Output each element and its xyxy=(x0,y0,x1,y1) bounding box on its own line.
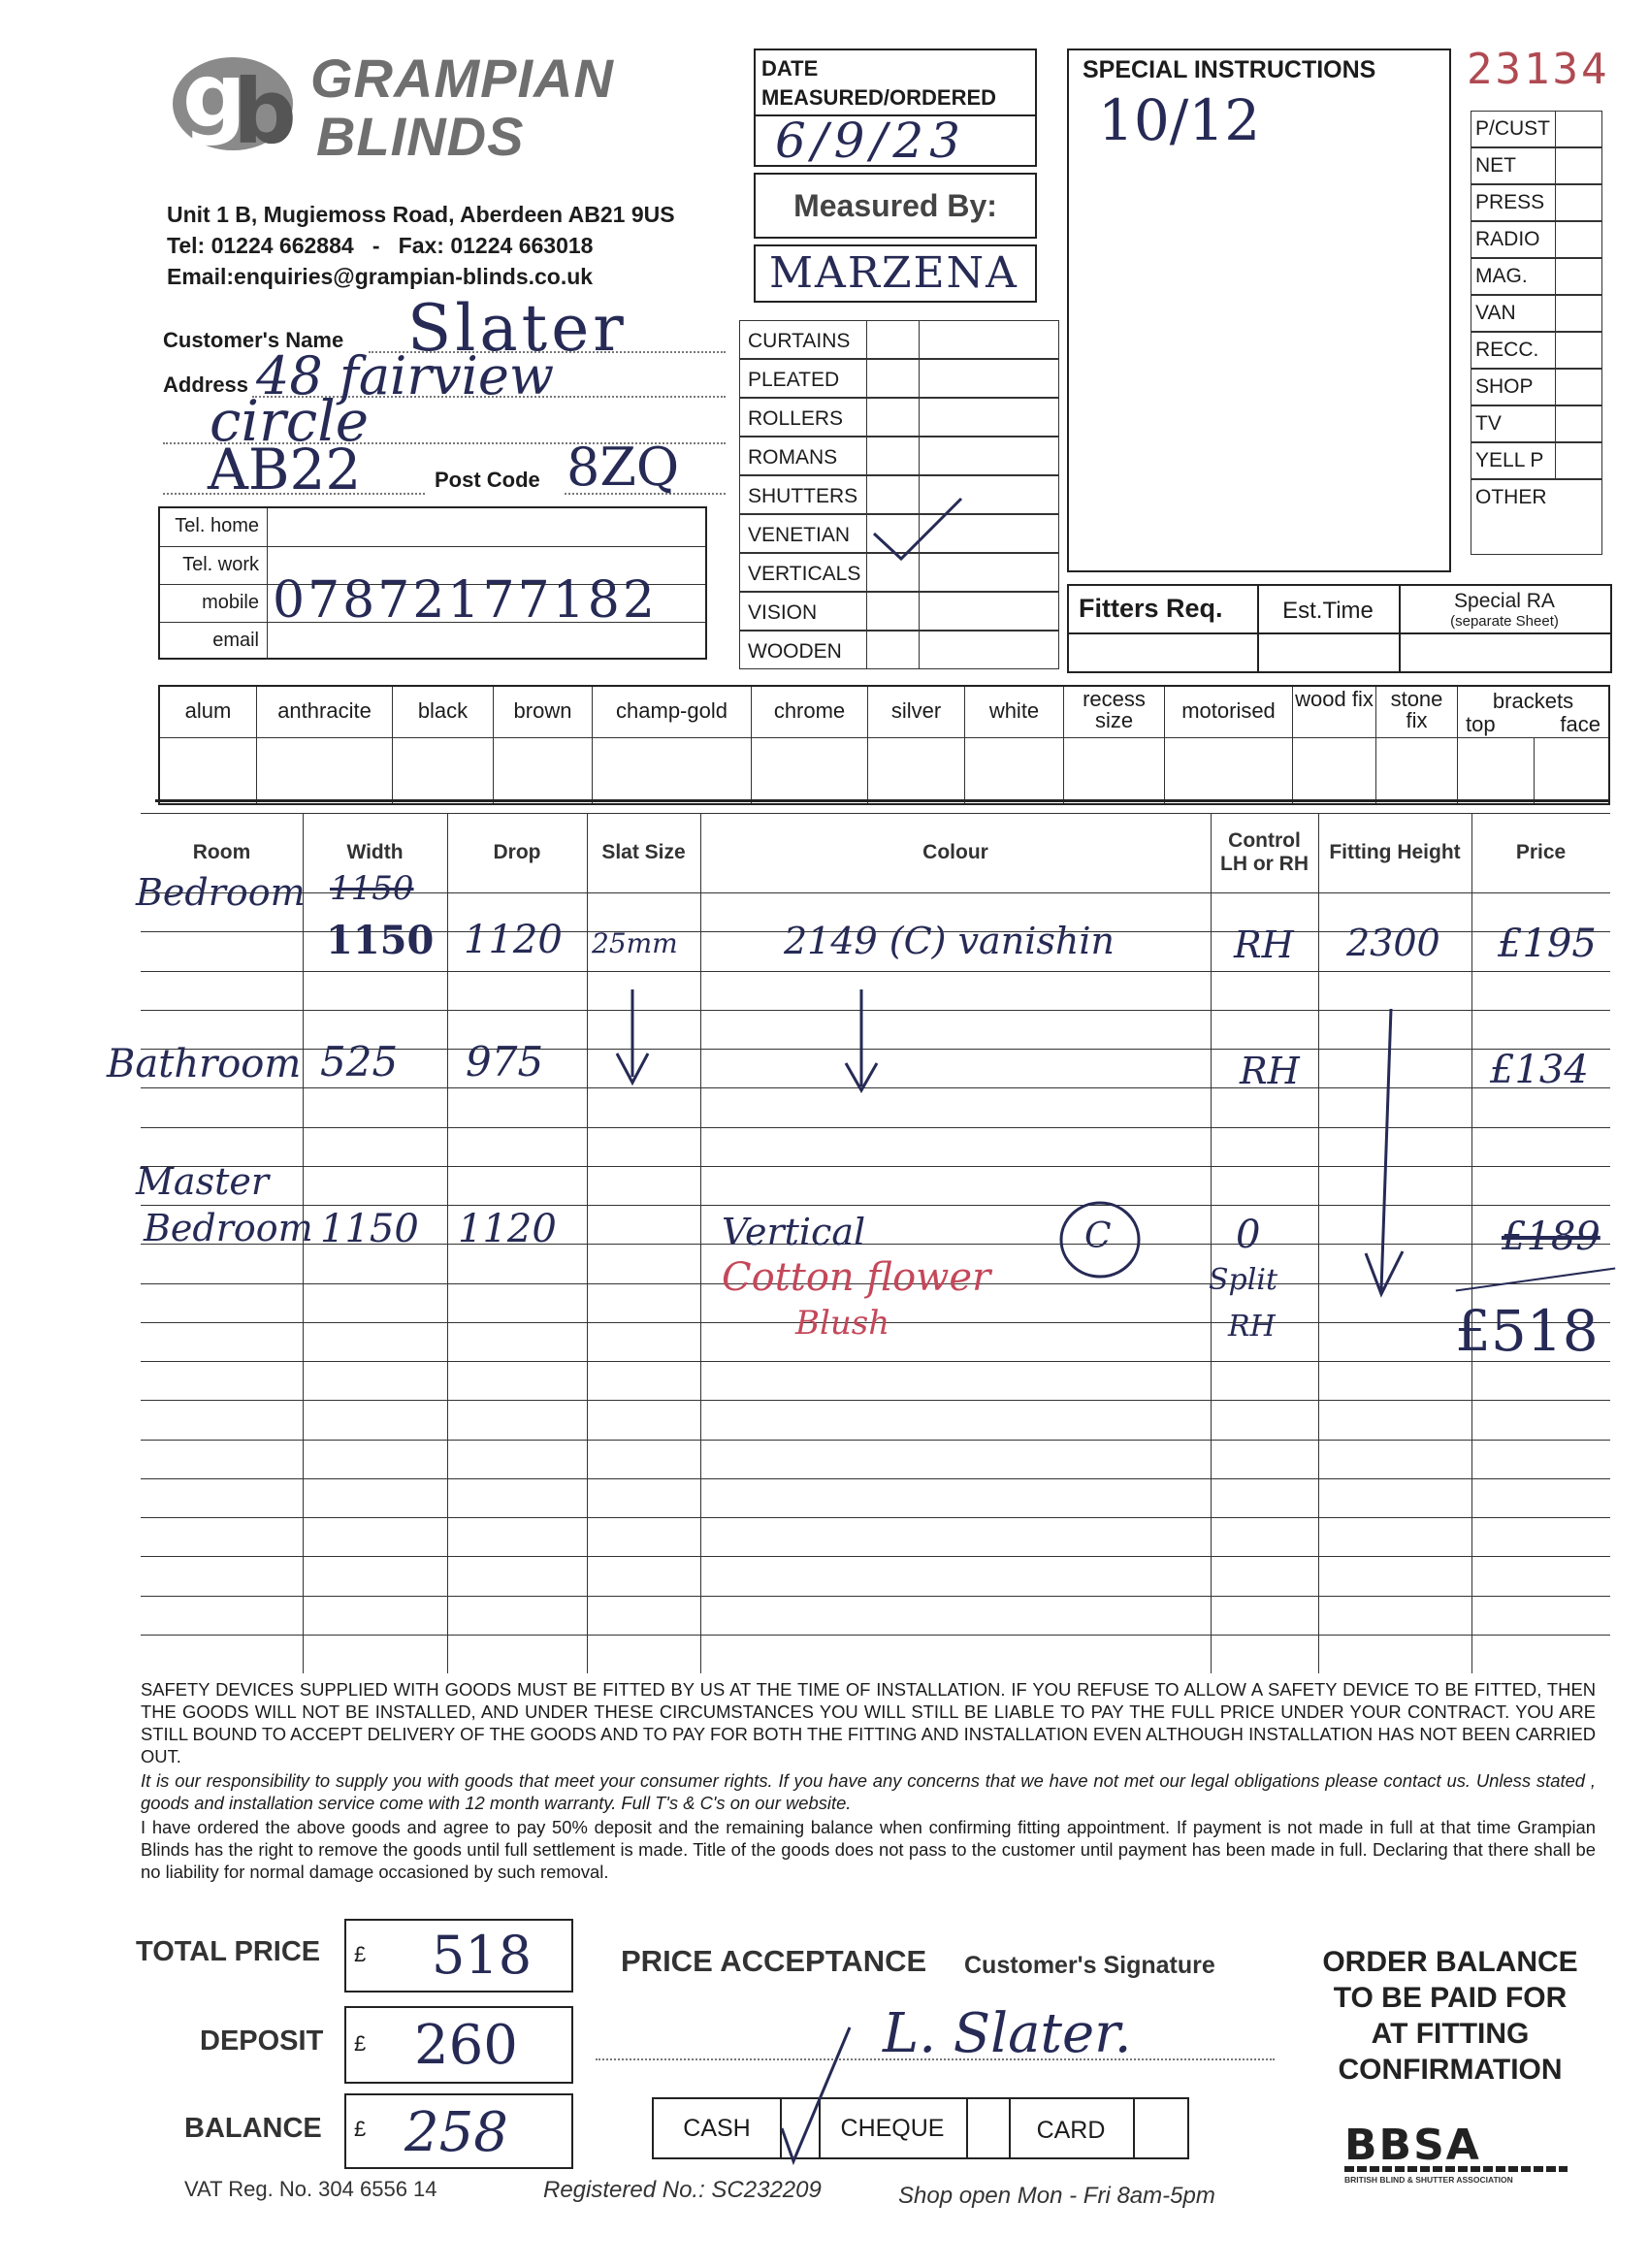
contact-value[interactable]: 07872177182 xyxy=(273,571,658,630)
source-option-label: OTHER xyxy=(1475,486,1547,508)
table-row xyxy=(141,1361,1610,1362)
deposit-box xyxy=(344,2006,573,2084)
svg-text:b: b xyxy=(233,60,297,157)
source-option[interactable] xyxy=(1471,258,1602,295)
source-option-label: YELL P xyxy=(1475,449,1544,471)
source-option-label: SHOP xyxy=(1475,375,1534,398)
bedroom-slat[interactable]: 25mm xyxy=(592,927,678,959)
customer-name-label: Customer's Name xyxy=(163,328,344,352)
column-header-label: Room xyxy=(192,841,251,863)
master-width[interactable]: 1150 xyxy=(320,1207,419,1251)
bathroom-drop[interactable]: 975 xyxy=(466,1038,544,1085)
column-header-label: Slat Size xyxy=(601,841,686,863)
brackets-top: top xyxy=(1466,712,1496,736)
option-label: silver xyxy=(890,698,942,723)
order-balance-line1: ORDER BALANCE xyxy=(1322,1946,1578,1978)
product-label: ROLLERS xyxy=(748,407,844,430)
table-row xyxy=(141,1087,1610,1088)
total-currency: £ xyxy=(354,1942,367,1966)
measured-by-label-box xyxy=(754,173,1037,239)
option-label: alum xyxy=(184,698,232,723)
source-option[interactable] xyxy=(1471,332,1602,369)
option-cell[interactable] xyxy=(1376,687,1458,803)
option-cell[interactable] xyxy=(593,687,752,803)
fitters-box xyxy=(1067,584,1612,673)
company-name-line1: GRAMPIAN xyxy=(310,48,614,109)
bedroom-width-crossed: 1150 xyxy=(330,869,414,908)
product-label: ROMANS xyxy=(748,446,838,469)
bedroom-drop[interactable]: 1120 xyxy=(464,918,563,962)
bbsa-caption: BRITISH BLIND & SHUTTER ASSOCIATION xyxy=(1344,2175,1513,2185)
column-header xyxy=(1318,813,1471,892)
column-header xyxy=(587,813,700,892)
contact-row xyxy=(160,508,705,546)
payment-method-box xyxy=(652,2097,1189,2159)
measured-by-value[interactable]: MARZENA xyxy=(769,248,1018,298)
cash-tick-icon xyxy=(766,2022,863,2167)
total-price-label: TOTAL PRICE xyxy=(136,1936,321,1967)
balance-box xyxy=(344,2093,573,2169)
balance-label: BALANCE xyxy=(184,2113,322,2144)
deposit-label: DEPOSIT xyxy=(200,2025,324,2057)
address-line1[interactable]: 48 fairview xyxy=(256,345,555,406)
company-name-line2: BLINDS xyxy=(316,106,525,167)
master-colour-line1[interactable]: Vertical xyxy=(722,1211,866,1253)
contact-label: mobile xyxy=(202,592,259,613)
table-row xyxy=(141,1635,1610,1636)
company-address: Unit 1 B, Mugiemoss Road, Aberdeen AB21 9US xyxy=(167,202,675,227)
master-room-line2[interactable]: Bedroom xyxy=(144,1207,313,1249)
product-label: PLEATED xyxy=(748,369,840,391)
option-label: champ-gold xyxy=(616,698,728,723)
option-label: wood fix xyxy=(1295,687,1374,711)
contact-row xyxy=(160,571,705,630)
customer-signature[interactable]: L. Slater. xyxy=(883,2002,1132,2065)
bbsa-logo-text: BBSA xyxy=(1344,2121,1481,2170)
source-option-label: RADIO xyxy=(1475,228,1540,250)
table-row xyxy=(141,1556,1610,1557)
table-row xyxy=(141,1127,1610,1128)
option-label: white xyxy=(988,698,1040,723)
master-circle-note: C xyxy=(1084,1216,1112,1256)
product-label: WOODEN xyxy=(748,640,842,663)
contact-row xyxy=(160,622,705,660)
bbsa-logo xyxy=(1344,2121,1568,2185)
company-email: Email:enquiries@grampian-blinds.co.uk xyxy=(167,264,594,289)
column-header-label: Drop xyxy=(493,841,541,863)
product-option[interactable] xyxy=(739,437,1059,475)
option-cell[interactable] xyxy=(1293,687,1376,803)
master-control-line1[interactable]: 0 xyxy=(1236,1213,1261,1257)
bedroom-room[interactable]: Bedroom xyxy=(136,871,306,914)
cash-option[interactable]: CASH xyxy=(683,2115,751,2142)
master-price[interactable]: £189 xyxy=(1502,1215,1600,1259)
date-box xyxy=(754,49,1037,167)
form-number: 23134 xyxy=(1467,45,1610,94)
master-colour-line2[interactable]: Cotton flower xyxy=(722,1255,991,1300)
special-ra-note: (separate Sheet) xyxy=(1450,613,1559,630)
master-control-line3[interactable]: RH xyxy=(1228,1310,1276,1344)
price-acceptance-label: PRICE ACCEPTANCE xyxy=(621,1944,927,1978)
option-cell[interactable] xyxy=(393,687,494,803)
vat-number: VAT Reg. No. 304 6556 14 xyxy=(184,2177,437,2201)
brackets-cell[interactable] xyxy=(1458,687,1608,803)
column-header-label: Width xyxy=(346,841,404,863)
contact-label: Tel. work xyxy=(182,554,259,575)
column-header-label: Fitting Height xyxy=(1329,841,1461,863)
special-instructions-box xyxy=(1067,49,1451,572)
source-option-label: VAN xyxy=(1475,302,1516,324)
column-header-label: Price xyxy=(1515,841,1567,863)
master-colour-line3[interactable]: Blush xyxy=(795,1304,890,1343)
product-option[interactable] xyxy=(739,398,1059,437)
deposit-value[interactable]: 260 xyxy=(414,2014,518,2077)
source-option-label: PRESS xyxy=(1475,191,1545,213)
table-row xyxy=(141,1478,1610,1479)
bedroom-height[interactable]: 2300 xyxy=(1346,922,1440,964)
option-label: chrome xyxy=(773,698,846,723)
product-label: VISION xyxy=(748,601,818,624)
product-label: SHUTTERS xyxy=(748,485,858,507)
date-label: DATE MEASURED/ORDERED xyxy=(761,56,997,110)
column-header xyxy=(700,813,1211,892)
special-instructions-label: SPECIAL INSTRUCTIONS xyxy=(1083,56,1376,83)
source-option-label: RECC. xyxy=(1475,339,1539,361)
column-header xyxy=(447,813,587,892)
postcode-label: Post Code xyxy=(435,468,540,492)
orders-grand-total[interactable]: £518 xyxy=(1455,1298,1599,1364)
option-label: anthracite xyxy=(277,698,372,723)
contact-label: email xyxy=(212,630,259,651)
total-price-box xyxy=(344,1919,573,1993)
fitters-req-label: Fitters Req. xyxy=(1079,594,1223,623)
option-cell[interactable] xyxy=(1165,687,1293,803)
order-balance-line3: AT FITTING xyxy=(1371,2018,1530,2050)
source-option-label: MAG. xyxy=(1475,265,1528,287)
address-line2[interactable]: circle xyxy=(210,388,370,454)
product-option[interactable] xyxy=(739,631,1059,669)
bedroom-colour[interactable]: 2149 (C) vanishin xyxy=(784,920,1115,962)
source-option-label: TV xyxy=(1475,412,1502,435)
bathroom-control[interactable]: RH xyxy=(1240,1050,1300,1092)
postcode-value[interactable]: 8ZQ xyxy=(566,437,680,498)
terms-block xyxy=(141,1678,1596,1883)
terms-safety: SAFETY DEVICES SUPPLIED WITH GOODS MUST BE FITTED BY US AT THE TIME OF INSTALLATION. IF YOU REFUSE TO ALLOW A SAFETY DEVICE TO BE FITTED, THEN THE GOODS WILL NOT BE INSTALLED, AND UNDER THESE CIRCUMSTANCES YOU WILL STILL BE LIABLE TO PAY THE FULL PRICE UNDER YOUR CONTRACT. YOU ARE STILL BOUND TO ACCEPT DELIVERY OF THE GOODS AND TO PAY FOR BOTH THE FITTING AND INSTALLATION EVEN ALTHOUGH INSTALLATION HAS NOT BEEN CARRIED OUT. xyxy=(141,1679,1596,1766)
brackets-label: brackets xyxy=(1492,689,1574,713)
product-label: CURTAINS xyxy=(748,330,851,352)
option-label: stone fix xyxy=(1390,687,1443,732)
source-option[interactable] xyxy=(1471,221,1602,258)
option-label: motorised xyxy=(1181,698,1276,723)
source-option[interactable] xyxy=(1471,111,1602,147)
product-option[interactable] xyxy=(739,592,1059,631)
product-label: VERTICALS xyxy=(748,563,861,585)
bedroom-control[interactable]: RH xyxy=(1234,923,1294,966)
venetian-tick xyxy=(868,489,965,570)
balance-value[interactable]: 258 xyxy=(404,2101,508,2164)
total-price-value[interactable]: 518 xyxy=(432,1925,533,1986)
brackets-face: face xyxy=(1560,712,1600,736)
column-header xyxy=(1471,813,1610,892)
bedroom-width[interactable]: 1150 xyxy=(326,918,435,963)
source-option[interactable] xyxy=(1471,147,1602,184)
column-header-label: Control LH or RH xyxy=(1220,829,1309,875)
order-balance-line4: CONFIRMATION xyxy=(1338,2054,1563,2086)
deposit-currency: £ xyxy=(354,2031,367,2056)
source-option[interactable] xyxy=(1471,369,1602,405)
option-cell[interactable] xyxy=(965,687,1064,803)
source-option[interactable] xyxy=(1471,295,1602,332)
source-option-label: NET xyxy=(1475,154,1516,177)
signature-label: Customer's Signature xyxy=(964,1952,1215,1979)
table-row xyxy=(141,1166,1610,1167)
option-label: brown xyxy=(513,698,572,723)
table-row xyxy=(141,1596,1610,1597)
table-row xyxy=(141,1010,1610,1011)
option-cell[interactable] xyxy=(160,687,257,803)
order-balance-notice xyxy=(1290,1944,1610,2088)
option-label: black xyxy=(417,698,469,723)
address-label: Address xyxy=(163,373,249,397)
table-row xyxy=(141,1205,1610,1206)
customer-name-value[interactable]: Slater xyxy=(407,291,628,366)
tick-mark-icon xyxy=(868,489,965,567)
option-cell[interactable] xyxy=(868,687,965,803)
company-phones: Tel: 01224 662884 - Fax: 01224 663018 xyxy=(167,233,594,258)
options-row xyxy=(158,685,1610,805)
bedroom-price[interactable]: £195 xyxy=(1498,922,1597,966)
address-line3[interactable]: AB22 xyxy=(208,437,362,502)
logo-mark xyxy=(165,41,310,157)
table-row xyxy=(141,1517,1610,1518)
registered-number: Registered No.: SC232209 xyxy=(543,2177,822,2203)
contact-label: Tel. home xyxy=(175,515,259,536)
source-option-label: P/CUST xyxy=(1475,117,1551,140)
table-row xyxy=(141,971,1610,972)
terms-deposit: I have ordered the above goods and agree to pay 50% deposit and the remaining balance when confirming fitting appointment. If payment is not made in full at that time Grampian Blinds has the right to remove the goods until full settlement is made. Title of the goods does not pass to the customer until payment has been made in full. Declaring that there shall be no liability for normal damage occasioned by such removal. xyxy=(141,1817,1596,1882)
column-header xyxy=(1211,813,1318,892)
measured-by-value-box xyxy=(754,244,1037,303)
date-value[interactable]: 6/9/23 xyxy=(775,113,966,169)
source-option[interactable] xyxy=(1471,479,1602,555)
product-option[interactable] xyxy=(739,320,1059,359)
balance-currency: £ xyxy=(354,2117,367,2141)
option-cell[interactable] xyxy=(752,687,868,803)
option-cell[interactable] xyxy=(1064,687,1165,803)
master-room-line1[interactable]: Master xyxy=(136,1160,269,1203)
measured-by-label: Measured By: xyxy=(793,187,997,223)
master-drop[interactable]: 1120 xyxy=(458,1207,557,1251)
master-control-line2[interactable]: Split xyxy=(1209,1263,1278,1297)
company-logo xyxy=(165,41,310,157)
bathroom-room[interactable]: Bathroom xyxy=(107,1042,302,1086)
bathroom-price[interactable]: £134 xyxy=(1490,1048,1589,1092)
contact-table xyxy=(158,506,707,660)
column-header-label: Colour xyxy=(922,841,988,863)
special-ra-label: Special RA xyxy=(1454,590,1555,612)
terms-rights: It is our responsibility to supply you with goods that meet your consumer rights. If you have any concerns that we have not met our legal obligations please contact us. Unless stated , goods and installation service come with 12 month warranty. Full T's & C's on our website. xyxy=(141,1770,1596,1813)
option-label: recess size xyxy=(1083,687,1146,732)
table-row xyxy=(141,1400,1610,1401)
source-option[interactable] xyxy=(1471,184,1602,221)
special-instructions-value[interactable]: 10/12 xyxy=(1098,87,1261,153)
product-option[interactable] xyxy=(739,359,1059,398)
est-time-label: Est.Time xyxy=(1282,598,1374,624)
shop-hours: Shop open Mon - Fri 8am-5pm xyxy=(898,2183,1215,2209)
table-row xyxy=(141,1440,1610,1441)
bathroom-width[interactable]: 525 xyxy=(320,1038,399,1085)
card-option[interactable]: CARD xyxy=(1036,2117,1106,2144)
order-balance-line2: TO BE PAID FOR xyxy=(1333,1982,1568,2014)
product-label: VENETIAN xyxy=(748,524,851,546)
option-cell[interactable] xyxy=(494,687,593,803)
option-cell[interactable] xyxy=(257,687,393,803)
source-option[interactable] xyxy=(1471,405,1602,442)
source-option[interactable] xyxy=(1471,442,1602,479)
cheque-option[interactable]: CHEQUE xyxy=(840,2115,945,2142)
svg-text:g: g xyxy=(182,44,246,147)
